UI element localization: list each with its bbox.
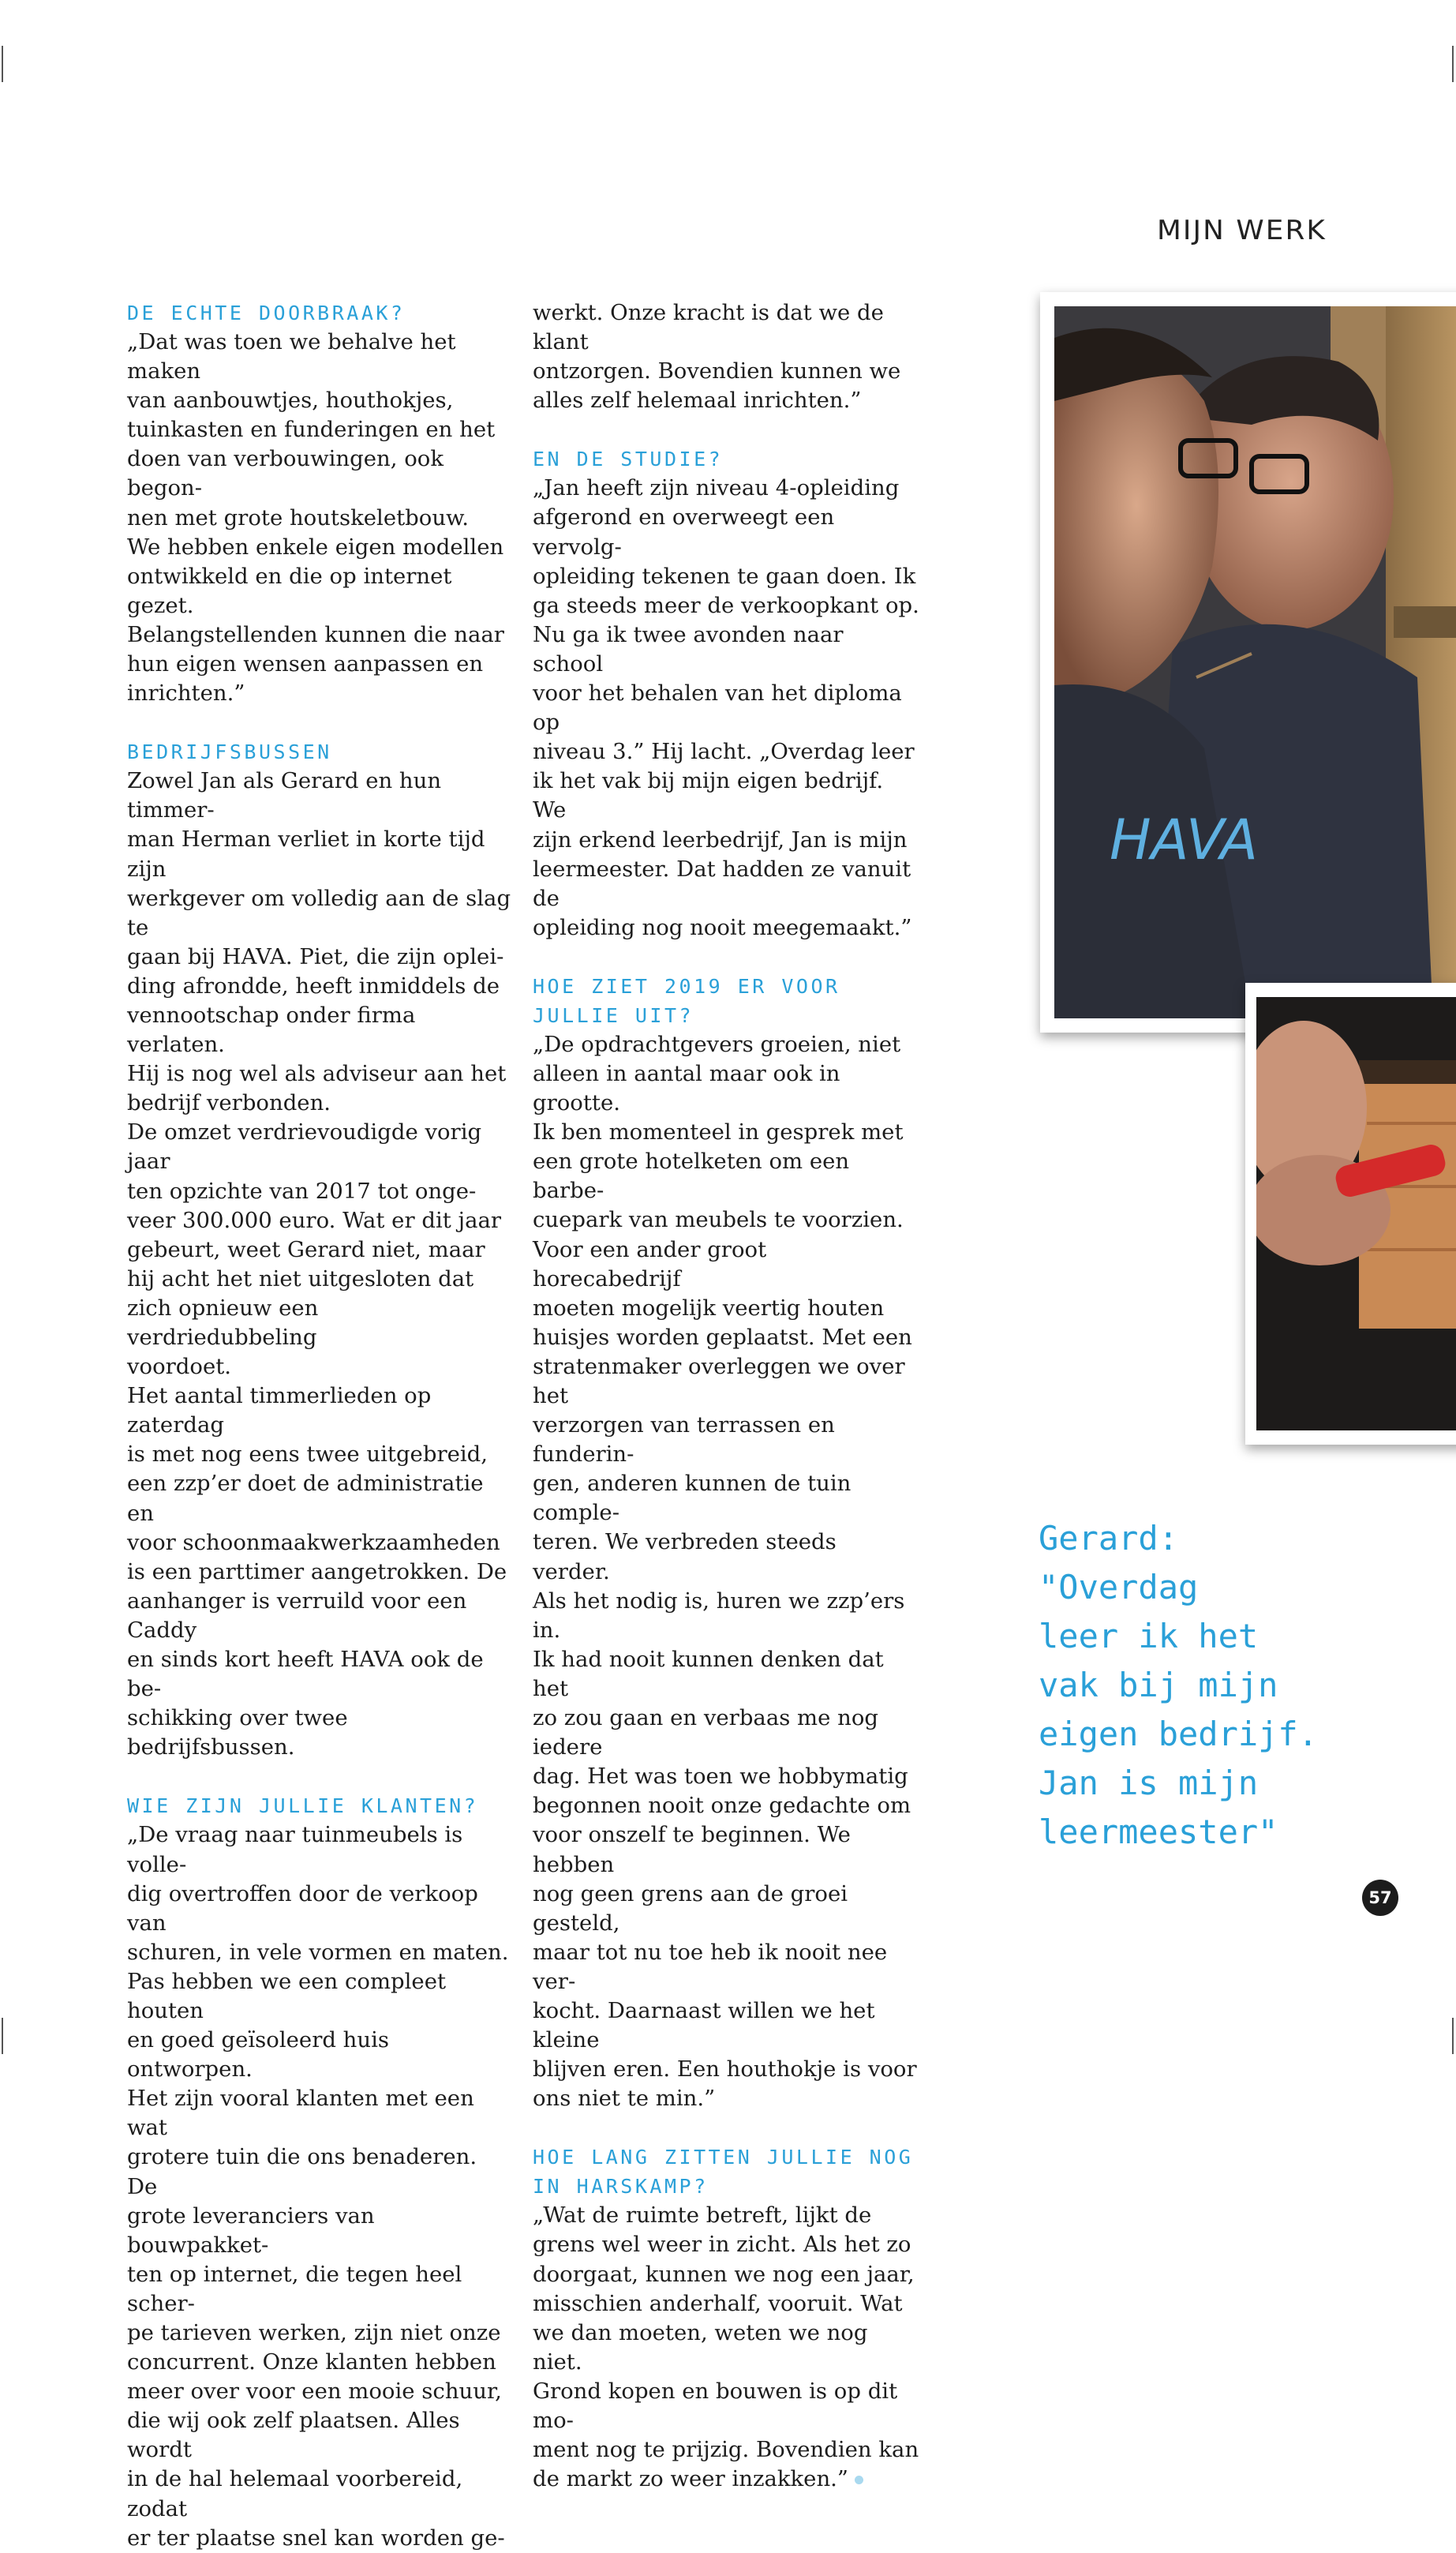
text-column-1 <box>127 298 514 2553</box>
article-section <box>533 972 919 2113</box>
section-body: Zowel Jan als Gerard en hun timmer- man Herman verliet in korte tijd zijn werkgever om volledig aan de slag te gaan bij HAVA. Piet, die zijn oplei- ding afrondde, heeft inmiddels de vennootschap onder firma verlaten. Hij is nog wel als adviseur aan het bedrijf verbonden. De omzet verdrievoudigde vorig jaar ten opzichte van 2017 tot onge- veer 300.000 euro. Wat er dit jaar gebeurt, weet Gerard niet, maar hij acht het niet uitgesloten dat zich opnieuw een verdriedubbeling voordoet. Het aantal timmerlieden op zaterdag is met nog eens twee uitgebreid, een zzp’er doet de administratie en voor schoonmaakwerkzaamheden is een parttimer aangetrokken. De aanhanger is verruild voor een Caddy en sinds kort heeft HAVA ook de be- schikking over twee bedrijfsbussen. <box>127 768 511 1760</box>
crop-mark-top-right <box>1452 46 1454 82</box>
section-body: werkt. Onze kracht is dat we de klant ontzorgen. Bovendien kunnen we alles zelf helemaal inrichten.” <box>533 300 901 414</box>
article-section-continued <box>533 298 919 415</box>
section-body: „De vraag naar tuinmeubels is volle- dig overtroffen door de verkoop van schuren, in vele vormen en maten. Pas hebben we een compleet houten en goed geïsoleerd huis ontworpen. Het zijn vooral klanten met een wat grotere tuin die ons benaderen. De grote leveranciers van bouwpakket- ten op internet, die tegen heel scher- pe tarieven werken, zijn niet onze concurrent. Onze klanten hebben meer over voor een mooie schuur, die wij ook zelf plaatsen. Alles wordt in de hal helemaal voorbereid, zodat er ter plaatse snel kan worden ge- <box>127 1822 509 2551</box>
section-body-text: „Wat de ruimte betreft, lijkt de grens wel weer in zicht. Als het zo doorgaat, kunnen we nog een jaar, misschien anderhalf, vooruit. Wat we dan moeten, weten we nog niet. Grond kopen en bouwen is op dit mo- ment nog te prijzig. Bovendien kan de markt zo weer inzakken.” <box>533 2202 919 2492</box>
photo-hand-pencil <box>1245 983 1456 1445</box>
crop-mark-bottom-right <box>1452 2018 1454 2054</box>
page-number: 57 <box>1362 1880 1398 1916</box>
hava-logo: HAVA <box>1110 808 1259 872</box>
section-heading: WIE ZIJN JULLIE KLANTEN? <box>127 1794 479 1818</box>
pull-quote: Gerard: "Overdag leer ik het vak bij mijn eigen bedrijf. Jan is mijn leermeester" <box>1039 1519 1319 1851</box>
section-heading: BEDRIJFSBUSSEN <box>127 740 332 764</box>
photo-hand-pencil-image <box>1256 997 1456 1430</box>
crop-mark-top-left <box>2 46 3 82</box>
article-section <box>533 2142 919 2494</box>
photo-carpenters <box>1040 292 1456 1033</box>
section-body: „De opdrachtgevers groeien, niet alleen in aantal maar ook in grootte. Ik ben momenteel in gesprek met een grote hotelketen om een barbe- cuepark van meubels te voorzien. Voor een ander groot horecabedrijf moeten mogelijk veertig houten huisjes worden geplaatst. Met een stratenmaker overleggen we over het verzorgen van terrassen en funderin- gen, anderen kunnen de tuin comple- teren. We verbreden steeds verder. Als het nodig is, huren we zzp’ers in. Ik had nooit kunnen denken dat het zo zou gaan en verbaas me nog iedere dag. Het was toen we hobbymatig begonnen nooit onze gedachte om voor onszelf te beginnen. We hebben nog geen grens aan de groei gesteld, maar tot nu toe heb ik nooit nee ver- kocht. Daarnaast willen we het kleine blijven eren. Een houthokje is voor ons niet te min.” <box>533 1031 917 2112</box>
section-heading: HOE LANG ZITTEN JULLIE NOG IN HARSKAMP? <box>533 2146 914 2199</box>
crop-mark-bottom-left <box>2 2018 3 2054</box>
end-of-article-dot-icon <box>855 2476 863 2484</box>
article-section <box>127 737 514 1762</box>
section-heading: EN DE STUDIE? <box>533 448 724 471</box>
section-body: „Dat was toen we behalve het maken van aanbouwtjes, houthokjes, tuinkasten en funderingen en het doen van verbouwingen, ook begon- nen met grote houtskeletbouw. We hebben enkele eigen modellen ontwikkeld en die op internet gezet. Belangstellenden kunnen die naar hun eigen wensen aanpassen en inrichten.” <box>127 329 504 707</box>
article-section <box>127 298 514 708</box>
section-body <box>533 2201 919 2494</box>
article-section <box>127 1791 514 2552</box>
section-heading: HOE ZIET 2019 ER VOOR JULLIE UIT? <box>533 974 840 1027</box>
section-heading: DE ECHTE DOORBRAAK? <box>127 302 406 324</box>
section-body: „Jan heeft zijn niveau 4-opleiding afgerond en overweegt een vervolg- opleiding tekenen te gaan doen. Ik ga steeds meer de verkoopkant op. Nu ga ik twee avonden naar school voor het behalen van het diploma op niveau 3.” Hij lacht. „Overdag leer ik het vak bij mijn eigen bedrijf. We zijn erkend leerbedrijf, Jan is mijn leermeester. Dat hadden ze vanuit de opleiding nog nooit meegemaakt.” <box>533 475 919 940</box>
article-section <box>533 444 919 943</box>
photo-carpenters-image <box>1054 306 1456 1018</box>
section-title: MIJN WERK <box>1157 215 1327 246</box>
text-column-2 <box>533 298 919 2494</box>
